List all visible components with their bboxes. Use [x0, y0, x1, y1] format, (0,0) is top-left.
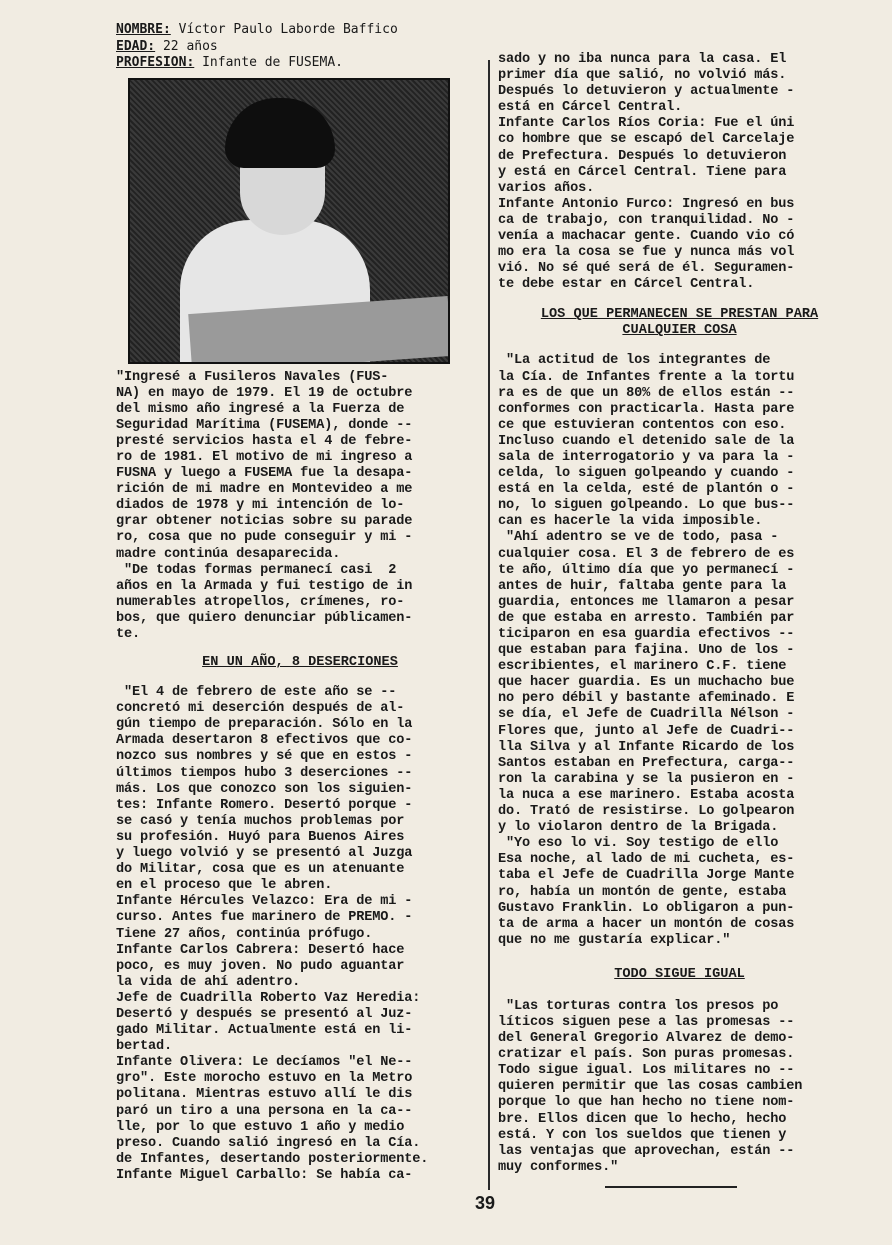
- closing-rule: [605, 1186, 737, 1188]
- remain-text: "La actitud de los integrantes de la Cía. de Infantes frente a la tortu ra es de que un 80% de ellos están -- conformes con practicarla. Hasta pare ce que estuvieran contentos con eso. Incluso cuando el detenido sale de la sala de interrogatorio y va para la - celdа, lo siguen golpeando y cuando - está en la celda, esté de plantón o - no, lo siguen golpeando. Lo que bus-- can es hacerle la vida imposible. "Ahí adentro se ve de todo, pasa - cualquier cosa. El 3 de febrero de es te año, último día que yo permanecí - antes de huir, faltaba gente para la guardia, entonces me llamaron a pesar de que estaba en arresto. También par ticiparon en esa guardia efectivos -- que estaban para fajina. Uno de los - escribientes, el marinero C.F. tiene que hacer guardia. Es un muchacho bue no pero débil y bastante afeminado. E se día, el Jefe de Cuadrilla Nélson - Flores que, junto al Jefe de Cuadri-- lla Silva y al Infante Ricardo de los Santos estaban en Prefectura, carga-- ron la carabina y se la pusieron en - la nuca a ese marinero. Estaba acosta do. Trató de resistirse. Lo golpearon y lo violaron dentro de la Brigada. "Yo eso lo vi. Soy testigo de ello Esa noche, al lado de mi cucheta, es- taba el Jefe de Cuadrilla Jorge Mante ro, había un montón de gente, estaba Gustavo Franklin. Lo obligaron a pun- ta de arma a hacer un montón de cosas que no me gustaría explicar.": [498, 353, 795, 948]
- continued-text: sado y no iba nunca para la casa. El primer día que salió, no volvió más. Después lo detuvieron y actualmente - está en Cárcel Central. Infante Carlos Ríos Coria: Fue el úni co hombre que se escapó del Carcelaje de Prefectura. Después lo detuvieron y está en Cárcel Central. Tiene para varios años. Infante Antonio Furco: Ingresó en bus ca de trabajo, con tranquilidad. No - venía a machacar gente. Cuando vio có mo era la cosa se fue y nunca más vol vió. No sé qué será de él. Seguramen- te debe estar en Cárcel Central.: [498, 52, 795, 293]
- heading-remain: LOS QUE PERMANECEN SE PRESTAN PARA CUALQUIER COSA: [540, 307, 819, 339]
- bio-block: [116, 22, 484, 72]
- right-column: [498, 52, 861, 1176]
- all-same-text: "Las torturas contra los presos po líticos siguen pese a las promesas -- del General Gregorio Alvarez de demo- cratizar el país. Son puras promesas. Todo sigue igual. Los militares no -- quieren permitir que las cosas cambien porque lo que han hecho no tiene nom- bre. Ellos dicen que lo hecho, hecho está. Y con los sueldos que tienen y las ventajas que aprovechan, están -- muy conformes.": [498, 998, 803, 1175]
- heading-all-same: TODO SIGUE IGUAL: [614, 966, 745, 982]
- desertions-text: "El 4 de febrero de este año se -- concretó mi deserción después de al- gún tiempo de preparación. Sólo en la Armada desertaron 8 efectivos que co- nozco sus nombres y sé que en estos - últimos tiempos hubo 3 deserciones -- más. Los que conozco son los siguien- tes: Infante Romero. Desertó porque - se casó y tenía muchos problemas por su profesión. Huyó para Buenos Aires y luego volvió y se presentó al Juzga do Militar, cosa que es un atenuante en el proceso que le abren. Infante Hércules Velazco: Era de mi - curso. Antes fue marinero de PREMO. - Tiene 27 años, continúa prófugo. Infante Carlos Cabrera: Desertó hace poco, es muy joven. No pudo aguantar la vida de ahí adentro. Jefe de Cuadrilla Roberto Vaz Heredia: Desertó y después se presentó al Juz- gado Militar. Actualmente está en li- bertad. Infante Olivera: Le decíamos "el Ne-- gro". Este morocho estuvo en la Metro politana. Mientras estuvo allí le dis paró un tiro a una persona en la ca-- lle, por lo que estuvo 1 año y medio preso. Cuando salió ingresó en la Cía. de Infantes, desertando posteriormente. Infante Miguel Carballo: Se había ca-: [116, 685, 429, 1183]
- page-number: 39: [475, 1193, 496, 1213]
- bio-age: EDAD: 22 años: [116, 38, 218, 54]
- heading-desertions: EN UN AÑO, 8 DESERCIONES: [202, 655, 398, 671]
- portrait-photo: [128, 78, 450, 364]
- left-column: [116, 22, 484, 1184]
- column-divider: [488, 60, 490, 1190]
- intro-text: "Ingresé a Fusileros Navales (FUS- NA) en mayo de 1979. El 19 de octubre del mismo año ingresé a la Fuerza de Seguridad Marítima (FUSEMA), donde -- presté servicios hasta el 4 de febre- ro de 1981. El motivo de mi ingreso a FUSNA y luego a FUSEMA fue la desapa- rición de mi madre en Montevideo a me diados de 1978 y mi intención de lo- grar obtener noticias sobre su parade ro, cosa que no pude conseguir y mi - madre continúa desaparecida. "De todas formas permanecí casi 2 años en la Armada y fui testigo de in numerables atropellos, crímenes, ro- bos, que quiero denunciar públicamen- te.: [116, 369, 413, 642]
- bio-name: NOMBRE: Víctor Paulo Laborde Baffico: [116, 22, 398, 37]
- bio-profession: PROFESION: Infante de FUSEMA.: [116, 55, 343, 70]
